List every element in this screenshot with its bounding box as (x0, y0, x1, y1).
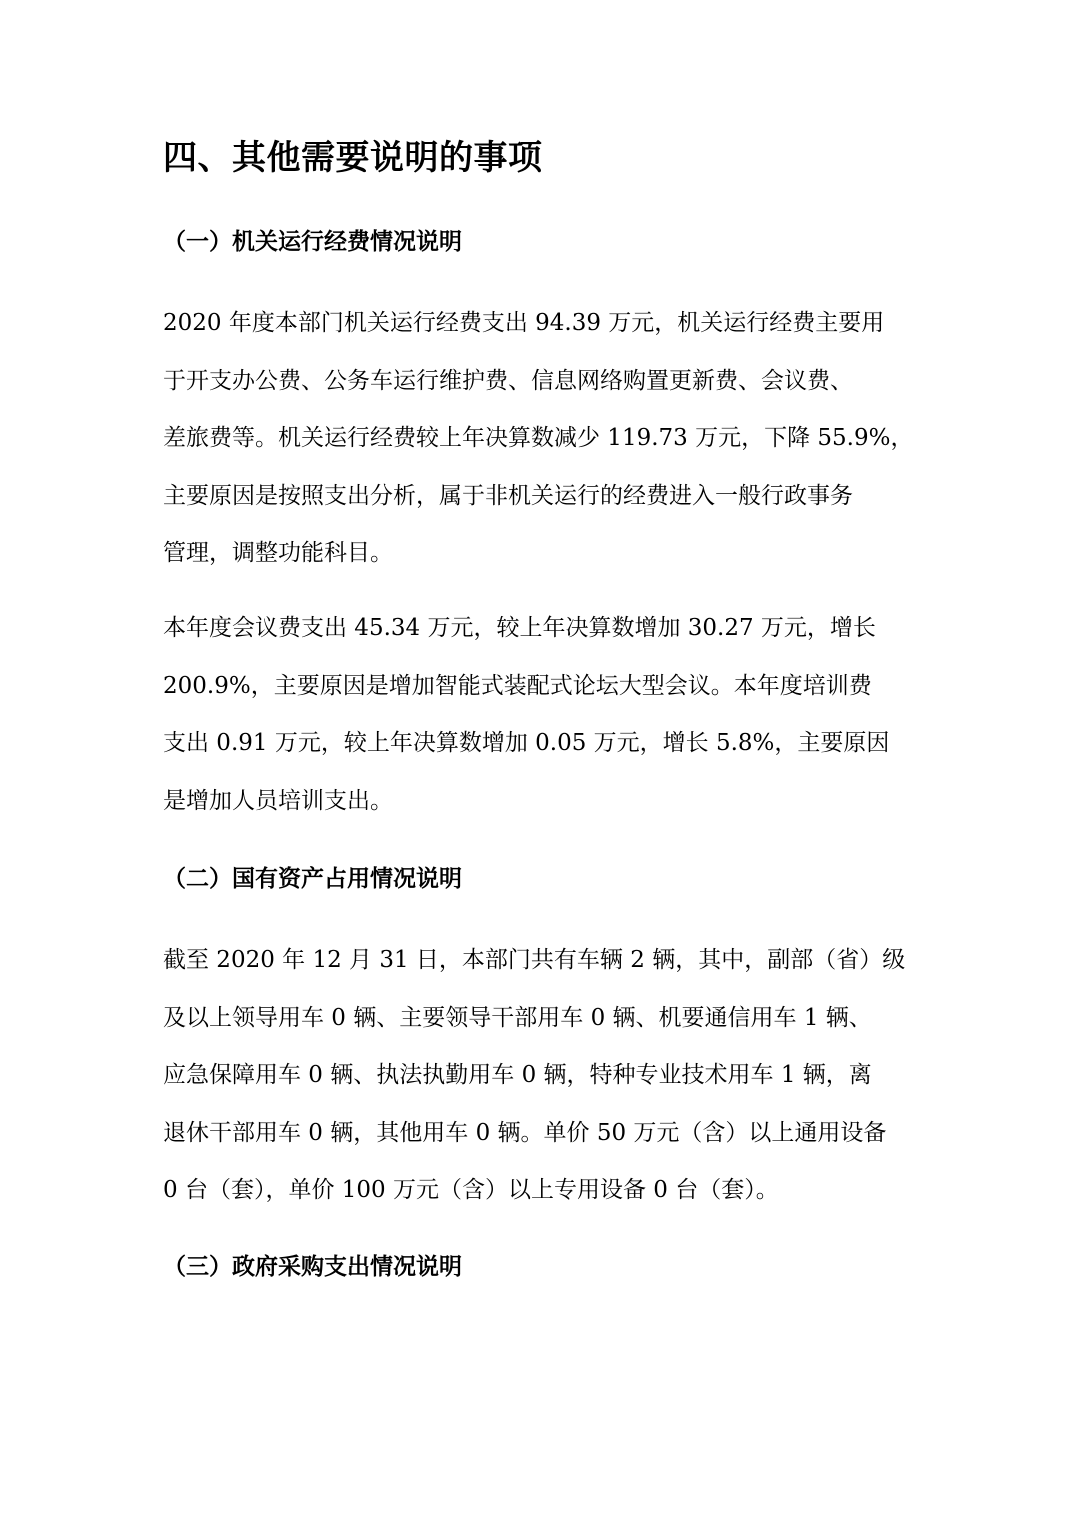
paragraph-line: 应急保障用车 0 辆、执法执勤用车 0 辆，特种专业技术用车 1 辆，离 (163, 1062, 872, 1088)
paragraph-line: 退休干部用车 0 辆，其他用车 0 辆。单价 50 万元（含）以上通用设备 (163, 1119, 887, 1146)
paragraph-state-assets (163, 932, 905, 1220)
paragraph-line: 截至 2020 年 12 月 31 日，本部门共有车辆 2 辆，其中，副部（省）级 (163, 947, 906, 973)
paragraph-line: 及以上领导用车 0 辆、主要领导干部用车 0 辆、机要通信用车 1 辆、 (163, 1004, 872, 1031)
page-title: 四、其他需要说明的事项 (163, 138, 543, 178)
paragraph-operating-expenses (163, 295, 913, 583)
paragraph-line: 本年度会议费支出 45.34 万元，较上年决算数增加 30.27 万元，增长 (163, 615, 876, 641)
paragraph-line: 200.9%，主要原因是增加智能式装配式论坛大型会议。本年度培训费 (163, 672, 872, 699)
paragraph-line: 0 台（套），单价 100 万元（含）以上专用设备 0 台（套）。 (163, 1177, 779, 1203)
paragraph-line: 差旅费等。机关运行经费较上年决算数减少 119.73 万元，下降 55.9%， (163, 425, 914, 451)
section-heading-1: （一）机关运行经费情况说明 (163, 229, 462, 255)
paragraph-line: 是增加人员培训支出。 (163, 787, 393, 814)
paragraph-line: 管理，调整功能科目。 (163, 540, 393, 566)
paragraph-line: 于开支办公费、公务车运行维护费、信息网络购置更新费、会议费、 (163, 367, 853, 394)
paragraph-meeting-training (163, 600, 889, 830)
section-heading-2: （二）国有资产占用情况说明 (163, 866, 462, 892)
paragraph-line: 2020 年度本部门机关运行经费支出 94.39 万元，机关运行经费主要用 (163, 310, 885, 336)
paragraph-line: 主要原因是按照支出分析，属于非机关运行的经费进入一般行政事务 (163, 482, 853, 509)
section-heading-3: （三）政府采购支出情况说明 (163, 1254, 462, 1280)
paragraph-line: 支出 0.91 万元，较上年决算数增加 0.05 万元，增长 5.8%，主要原因 (163, 730, 890, 756)
